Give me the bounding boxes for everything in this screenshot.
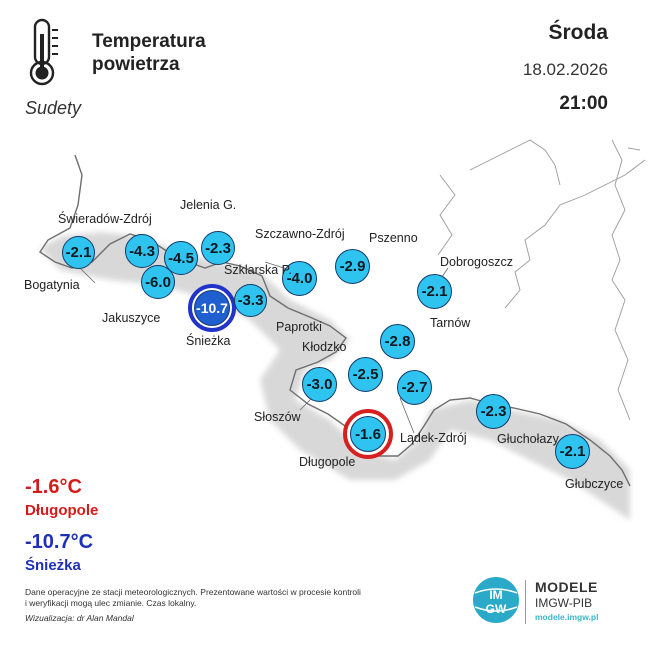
station-bubble[interactable]: -6.0 <box>141 265 175 299</box>
station-bubble[interactable]: -4.0 <box>282 261 317 296</box>
region-name: Sudety <box>25 98 82 118</box>
station-bubble[interactable]: -4.5 <box>164 241 198 275</box>
region-boundary <box>505 160 645 308</box>
date: 18.02.2026 <box>522 60 608 79</box>
max-temperature-value: -1.6°C <box>25 476 82 498</box>
thermometer-icon <box>22 16 64 88</box>
station-bubble[interactable]: -2.1 <box>417 274 452 309</box>
region-boundary <box>628 148 640 150</box>
station-label: Świeradów-Zdrój <box>58 212 152 226</box>
region-boundary <box>438 175 455 255</box>
disclaimer-text: Dane operacyjne ze stacji meteorologicznych. Prezentowane wartości w procesie kontroli i weryfikacji mogą ulec zmianie. Czas lokalny. <box>25 587 361 608</box>
region-boundary <box>612 140 630 420</box>
station-bubble[interactable]: -1.6 <box>350 416 386 452</box>
station-bubble[interactable]: -10.7 <box>194 290 230 326</box>
station-label: Śnieżka <box>186 334 231 348</box>
station-bubble[interactable]: -2.8 <box>380 324 415 359</box>
station-label: Jelenia G. <box>180 198 237 212</box>
station-bubble[interactable]: -2.9 <box>335 249 370 284</box>
station-label: Lądek-Zdrój <box>400 431 467 445</box>
logo-text-top: IM <box>489 588 503 602</box>
station-bubble[interactable]: -2.1 <box>555 434 590 469</box>
max-temperature-station: Długopole <box>25 502 99 519</box>
imgw-logo <box>470 575 522 625</box>
title-line-2: powietrza <box>92 54 180 75</box>
min-temperature-station: Śnieżka <box>25 557 81 574</box>
logo-text-bottom: GW <box>485 602 507 616</box>
station-label: Szklarska P. <box>224 263 292 277</box>
station-bubble[interactable]: -2.3 <box>476 394 511 429</box>
station-label: Słoszów <box>254 410 301 424</box>
brand-org: IMGW-PIB <box>535 596 593 610</box>
logo-divider <box>525 580 526 624</box>
station-label: Głubczyce <box>565 477 624 491</box>
station-bubble[interactable]: -2.3 <box>201 231 235 265</box>
weekday: Środa <box>548 21 608 44</box>
station-label: Kłodzko <box>302 340 347 354</box>
map-title <box>92 30 206 76</box>
min-temperature-value: -10.7°C <box>25 531 94 553</box>
region-boundary <box>470 140 560 185</box>
station-bubble[interactable]: -3.0 <box>302 367 337 402</box>
station-bubble[interactable]: -2.5 <box>348 357 383 392</box>
station-bubble[interactable]: -2.1 <box>62 236 95 269</box>
station-label: Głuchołazy <box>497 432 559 446</box>
station-label: Szczawno-Zdrój <box>255 227 345 241</box>
station-bubble[interactable]: -3.3 <box>234 284 267 317</box>
station-label: Bogatynia <box>24 278 80 292</box>
station-label: Długopole <box>299 455 356 469</box>
brand-name: MODELE <box>535 579 598 595</box>
station-label: Dobrogoszcz <box>440 255 513 269</box>
station-label: Tarnów <box>430 316 471 330</box>
station-label: Pszenno <box>369 231 418 245</box>
station-label: Jakuszyce <box>102 311 161 325</box>
station-bubble[interactable]: -4.3 <box>125 234 159 268</box>
title-line-1: Temperatura <box>92 31 206 52</box>
credit-text: Wizualizacja: dr Alan Mandal <box>25 613 134 623</box>
time: 21:00 <box>559 93 608 114</box>
brand-url[interactable]: modele.imgw.pl <box>535 612 599 622</box>
station-label: Paprotki <box>276 320 322 334</box>
station-bubble[interactable]: -2.7 <box>397 370 432 405</box>
